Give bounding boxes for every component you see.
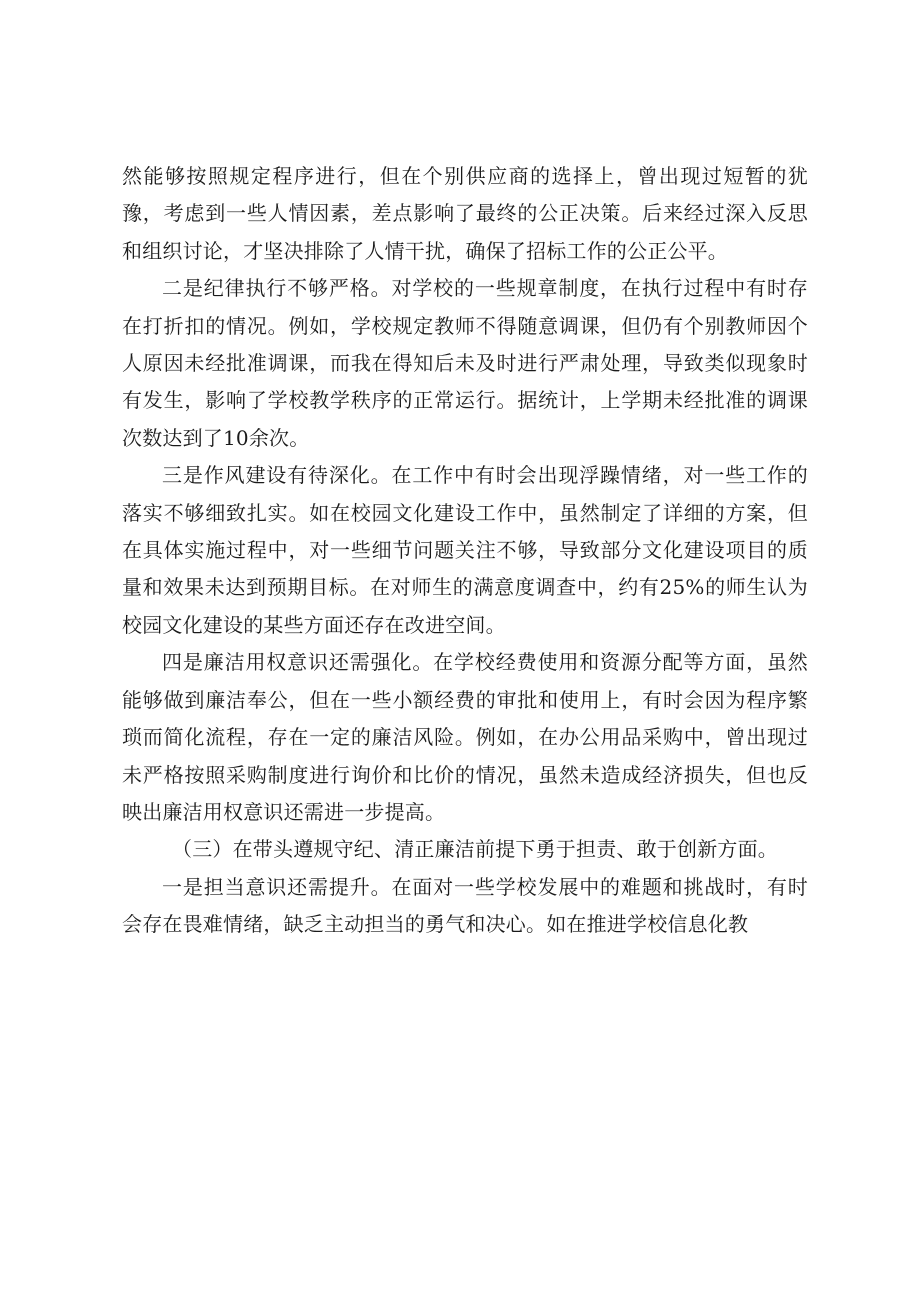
- paragraph-discipline-enforcement: 二是纪律执行不够严格。对学校的一些规章制度，在执行过程中有时存在打折扣的情况。例如，学校规定教师不得随意调课，但仍有个别教师因个人原因未经批准调课，而我在得知后未及时进行严肃处理，导致类似现象时有发生，影响了学校教学秩序的正常运行。据统计，上学期未经批准的调课次数达到了10余次。: [122, 276, 808, 450]
- paragraph-work-style: 三是作风建设有待深化。在工作中有时会出现浮躁情绪，对一些工作的落实不够细致扎实。如在校园文化建设工作中，虽然制定了详细的方案，但在具体实施过程中，对一些细节问题关注不够，导致部分文化建设项目的质量和效果未达到预期目标。在对师生的满意度调查中，约有25%的师生认为校园文化建设的某些方面还存在改进空间。: [122, 463, 808, 637]
- paragraph-integrity: 四是廉洁用权意识还需强化。在学校经费使用和资源分配等方面，虽然能够做到廉洁奉公，但在一些小额经费的审批和使用上，有时会因为程序繁琐而简化流程，存在一定的廉洁风险。例如，在办公用品采购中，曾出现过未严格按照采购制度进行询价和比价的情况，虽然未造成经济损失，但也反映出廉洁用权意识还需进一步提高。: [122, 650, 808, 824]
- section-heading: （三）在带头遵规守纪、清正廉洁前提下勇于担责、敢于创新方面。: [172, 837, 778, 862]
- document-body: [122, 158, 808, 944]
- paragraph-continuation: 然能够按照规定程序进行，但在个别供应商的选择上，曾出现过短暂的犹豫，考虑到一些人情因素，差点影响了最终的公正决策。后来经过深入反思和组织讨论，才坚决排除了人情干扰，确保了招标工作的公正公平。: [122, 164, 808, 263]
- paragraph-responsibility: 一是担当意识还需提升。在面对一些学校发展中的难题和挑战时，有时会存在畏难情绪，缺乏主动担当的勇气和决心。如在推进学校信息化教: [122, 874, 808, 937]
